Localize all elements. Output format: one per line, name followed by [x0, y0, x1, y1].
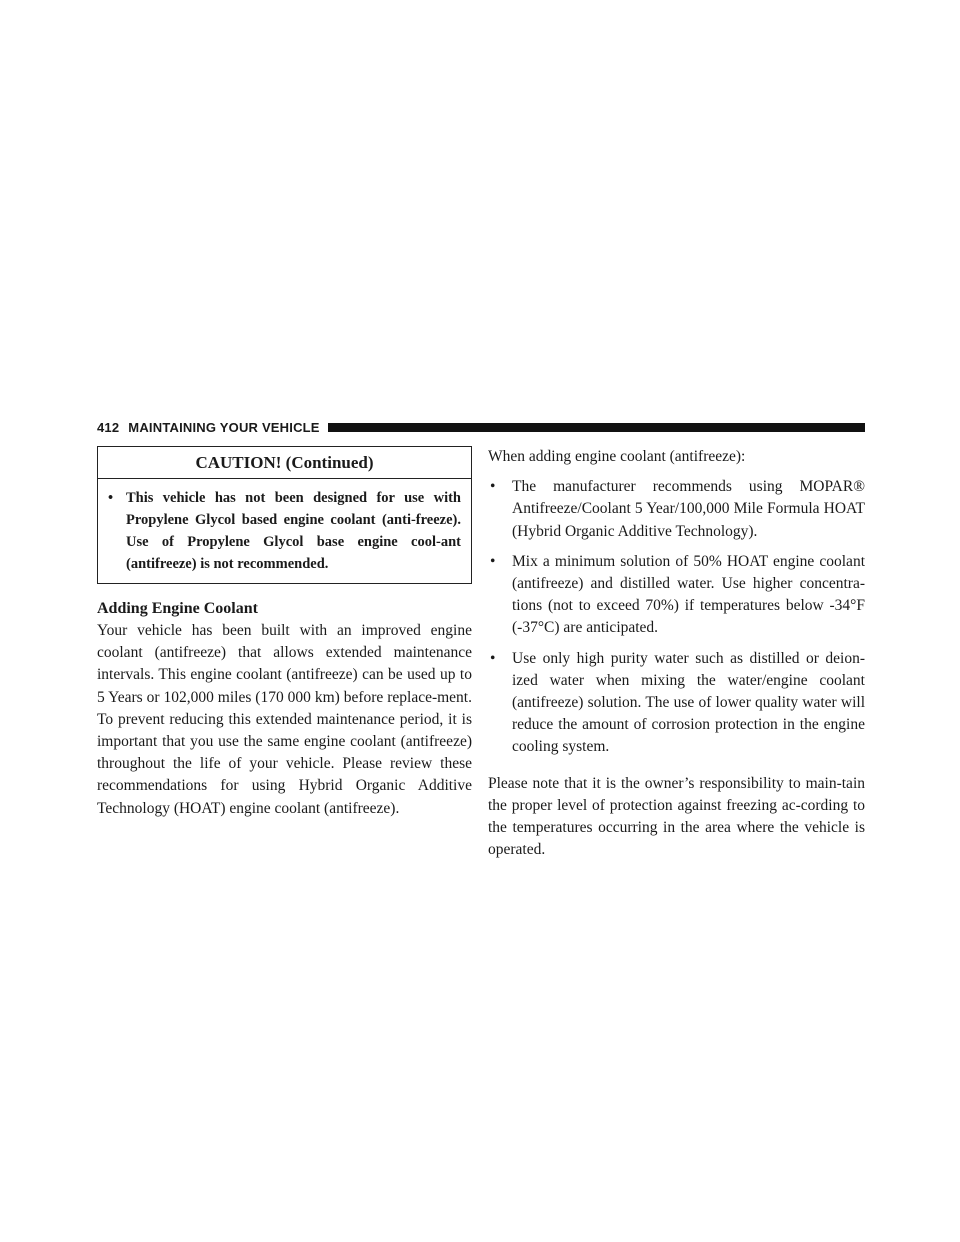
- caution-item-text: This vehicle has not been designed for use with Propylene Glycol based engine coolant (anti-freeze). Use of Propylene Glycol base engine cool-ant (antifreeze) is not recommended.: [126, 490, 461, 572]
- bullet-icon: •: [490, 649, 496, 667]
- body-paragraph: Your vehicle has been built with an improved engine coolant (antifreeze) that allows extended maintenance intervals. This engine coolant (antifreeze) can be used up to 5 Years or 102,000 miles (170 000 km) before replace-ment. To prevent reducing this extended maintenance period, it is important that you use the same engine coolant (antifreeze) throughout the life of your vehicle. Please review these recommendations for using Hybrid Organic Additive Technology (HOAT) engine coolant (antifreeze).: [97, 622, 472, 817]
- bullet-icon: •: [490, 478, 496, 496]
- list-item: [488, 551, 865, 640]
- list-item-text: Use only high purity water such as distilled or deion-ized water when mixing the water/engine coolant (antifreeze) solution. The use of lower quality water will reduce the amount of corrosion protection in the engine cooling system.: [512, 649, 865, 756]
- bullet-icon: •: [490, 552, 496, 570]
- section-title: MAINTAINING YOUR VEHICLE: [128, 419, 320, 435]
- list-intro: When adding engine coolant (antifreeze):: [488, 448, 746, 465]
- list-item-text: The manufacturer recommends using MOPAR® Antifreeze/Coolant 5 Year/100,000 Mile Formula HOAT (Hybrid Organic Additive Technology).: [512, 478, 865, 540]
- caution-box: [97, 446, 472, 584]
- right-column: [488, 446, 865, 861]
- left-column: [97, 446, 472, 820]
- page-header: [97, 417, 865, 437]
- list-item: [488, 476, 865, 543]
- list-item-text: Mix a minimum solution of 50% HOAT engine coolant (antifreeze) and distilled water. Use higher concentra-tions (not to exceed 70%) if temperatures below -34°F (-37°C) are anticipated.: [512, 552, 865, 637]
- section-heading: Adding Engine Coolant: [97, 600, 258, 617]
- bullet-icon: •: [108, 490, 114, 506]
- page-number: 412: [97, 419, 120, 435]
- list-item: [488, 648, 865, 759]
- caution-item: [98, 479, 471, 583]
- closing-paragraph: Please note that it is the owner’s responsibility to main-tain the proper level of protection against freezing ac-cording to the temperatures occurring in the area where the vehicle is operated.: [488, 774, 865, 859]
- caution-title: CAUTION! (Continued): [98, 447, 471, 479]
- header-rule: [328, 423, 865, 432]
